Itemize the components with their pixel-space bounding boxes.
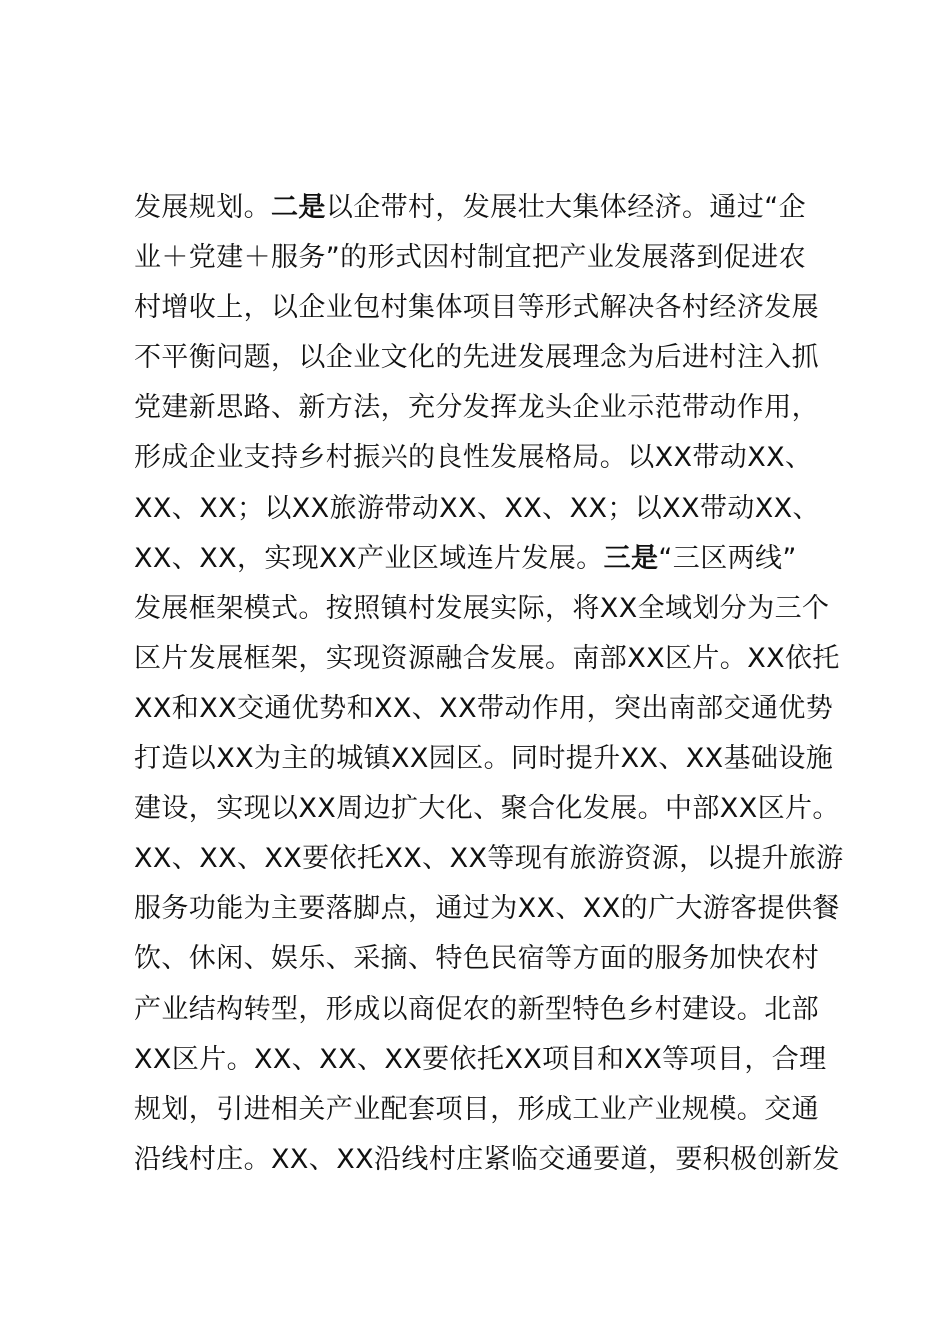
emphasis-label: 三是	[603, 542, 659, 574]
text-line: 形成企业支持乡村振兴的良性发展格局。以XX带动XX、	[134, 442, 813, 474]
emphasis-label: 二是	[271, 192, 326, 223]
text-line: 沿线村庄。XX、XX沿线村庄紧临交通要道，要积极创新发	[134, 1143, 840, 1175]
text-line: XX、XX；以XX旅游带动XX、XX、XX；以XX带动XX、	[134, 492, 820, 524]
text-line: 村增收上，以企业包村集体项目等形式解决各村经济发展	[134, 292, 819, 324]
text-line: 发展框架模式。按照镇村发展实际，将XX全域划分为三个	[134, 592, 830, 624]
text-line: 打造以XX为主的城镇XX园区。同时提升XX、XX基础设施	[134, 743, 834, 775]
text-line	[134, 534, 864, 584]
text-line: 建设，实现以XX周边扩大化、聚合化发展。中部XX区片。	[134, 793, 840, 825]
text-segment: 以企带村，发展壮大集体经济。通过“企	[325, 192, 806, 223]
text-line: 党建新思路、新方法，充分发挥龙头企业示范带动作用，	[134, 392, 819, 424]
text-line: 饮、休闲、娱乐、采摘、特色民宿等方面的服务加快农村	[134, 943, 819, 975]
text-segment: XX、XX，实现XX产业区域连片发展。	[134, 542, 604, 574]
text-line: 不平衡问题，以企业文化的先进发展理念为后进村注入抓	[134, 342, 819, 374]
text-line: XX区片。XX、XX、XX要依托XX项目和XX等项目，合理	[134, 1043, 827, 1075]
text-line	[134, 183, 864, 233]
text-line: 区片发展框架，实现资源融合发展。南部XX区片。XX依托	[134, 642, 840, 674]
text-line: 产业结构转型，形成以商促农的新型特色乡村建设。北部	[134, 993, 819, 1025]
text-line: 服务功能为主要落脚点，通过为XX、XX的广大游客提供餐	[134, 893, 840, 925]
text-segment: “三区两线”	[658, 542, 797, 574]
text-segment: 发展规划。	[134, 192, 271, 223]
text-line: XX、XX、XX要依托XX、XX等现有旅游资源，以提升旅游	[134, 843, 844, 875]
text-line: 业＋党建＋服务”的形式因村制宜把产业发展落到促进农	[134, 242, 806, 274]
text-line: 规划，引进相关产业配套项目，形成工业产业规模。交通	[134, 1093, 819, 1125]
body-paragraph	[134, 183, 864, 1185]
text-line: XX和XX交通优势和XX、XX带动作用，突出南部交通优势	[134, 692, 834, 724]
